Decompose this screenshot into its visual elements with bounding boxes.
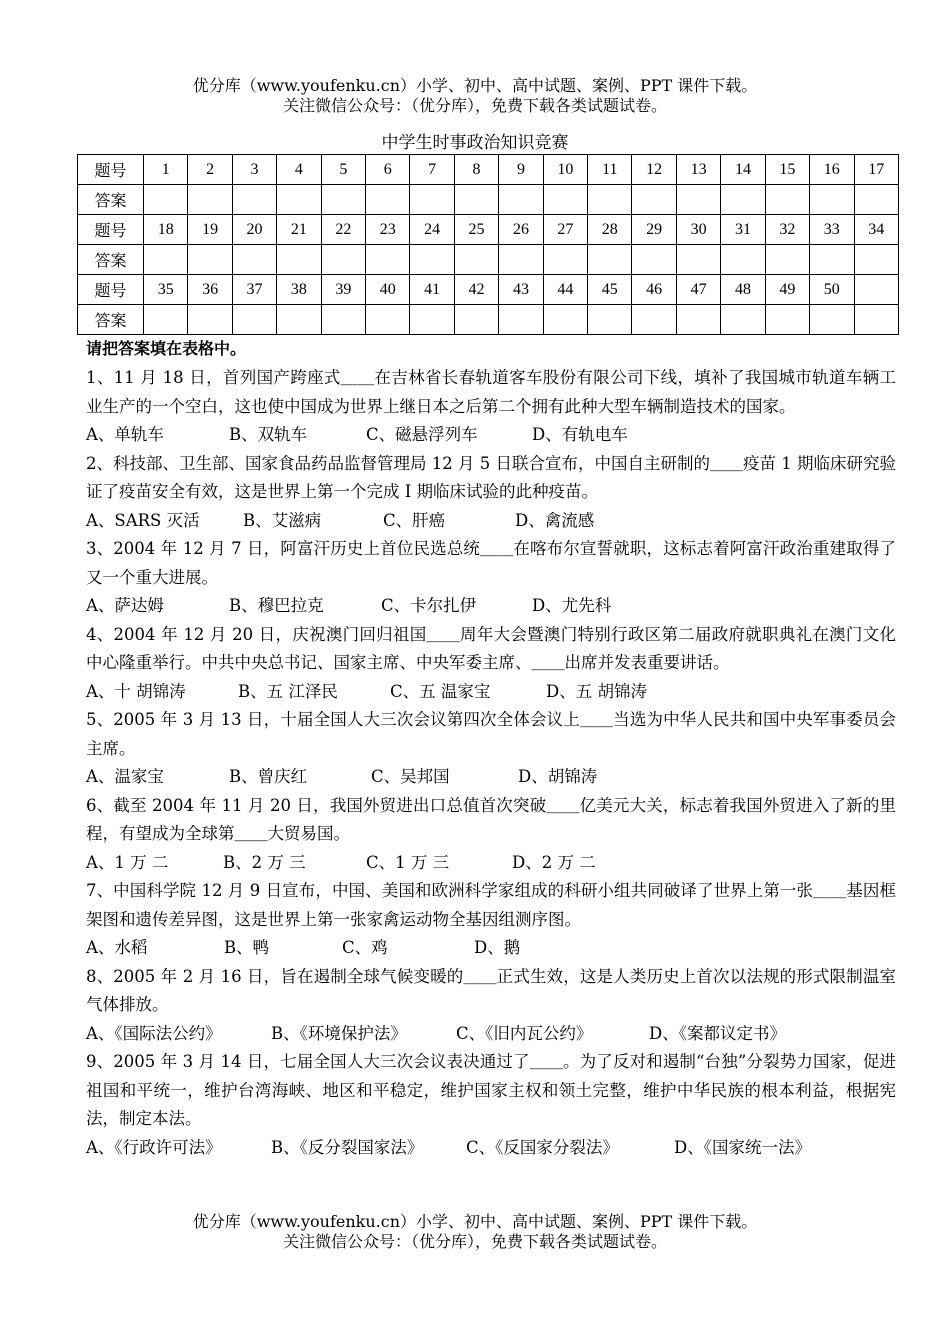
answer-table bbox=[77, 154, 899, 335]
question-number: 16 bbox=[810, 155, 854, 185]
answer-cell[interactable] bbox=[854, 245, 899, 275]
question-number: 24 bbox=[410, 215, 454, 245]
answer-cell[interactable] bbox=[321, 305, 365, 335]
answer-row bbox=[78, 185, 899, 215]
option-a: A、水稻 bbox=[86, 938, 148, 957]
option-b: B、曾庆红 bbox=[229, 767, 308, 786]
answer-cell[interactable] bbox=[454, 245, 498, 275]
page-header bbox=[0, 76, 950, 116]
question-number: 28 bbox=[588, 215, 632, 245]
option-b: B、五 江泽民 bbox=[238, 681, 338, 701]
page-footer bbox=[0, 1212, 950, 1252]
answer-cell[interactable] bbox=[499, 185, 543, 215]
answer-cell[interactable] bbox=[499, 245, 543, 275]
answer-cell[interactable] bbox=[588, 245, 632, 275]
option-d: D、鹅 bbox=[474, 938, 521, 957]
question-number: 6 bbox=[366, 155, 410, 185]
option-b: B、穆巴拉克 bbox=[229, 596, 324, 615]
option-row bbox=[86, 1020, 896, 1049]
question-number: 47 bbox=[676, 275, 720, 305]
question-number: 4 bbox=[277, 155, 321, 185]
question-number: 2 bbox=[188, 155, 232, 185]
option-d: D、尤先科 bbox=[532, 596, 612, 615]
question-number: 22 bbox=[321, 215, 365, 245]
answer-cell[interactable] bbox=[632, 185, 676, 215]
question-item bbox=[86, 450, 896, 536]
question-number: 36 bbox=[188, 275, 232, 305]
instruction: 请把答案填在表格中。 bbox=[86, 339, 247, 358]
option-b: B、2 万 三 bbox=[223, 852, 306, 872]
question-number: 29 bbox=[632, 215, 676, 245]
answer-cell[interactable] bbox=[676, 305, 720, 335]
number-label: 题号 bbox=[78, 215, 144, 245]
question-number: 37 bbox=[232, 275, 276, 305]
answer-cell[interactable] bbox=[144, 245, 188, 275]
number-row bbox=[78, 275, 899, 305]
question-text: 7、中国科学院 12 月 9 日宣布，中国、美国和欧洲科学家组成的科研小组共同破译了世界上第一张＿＿基因框架图和遗传差异图，这是世界上第一张家禽运动物全基因组测序图。 bbox=[86, 881, 896, 929]
question-number: 41 bbox=[410, 275, 454, 305]
answer-cell[interactable] bbox=[454, 185, 498, 215]
question-section bbox=[86, 338, 896, 1162]
answer-cell[interactable] bbox=[810, 185, 854, 215]
question-number: 44 bbox=[543, 275, 587, 305]
answer-cell[interactable] bbox=[632, 305, 676, 335]
question-item bbox=[86, 1048, 896, 1162]
question-number: 42 bbox=[454, 275, 498, 305]
question-item bbox=[86, 963, 896, 1049]
answer-cell[interactable] bbox=[721, 185, 765, 215]
option-c: C、肝癌 bbox=[383, 510, 446, 530]
option-d: D、有轨电车 bbox=[532, 425, 628, 444]
question-number: 9 bbox=[499, 155, 543, 185]
question-text: 6、截至 2004 年 11 月 20 日，我国外贸进出口总值首次突破＿＿亿美元大关，标志着我国外贸进入了新的里程，有望成为全球第＿＿大贸易国。 bbox=[86, 795, 896, 843]
answer-cell[interactable] bbox=[854, 185, 899, 215]
question-number: 31 bbox=[721, 215, 765, 245]
question-number: 17 bbox=[854, 155, 899, 185]
answer-cell[interactable] bbox=[366, 185, 410, 215]
question-number: 40 bbox=[366, 275, 410, 305]
option-a: A、《国际法公约》 bbox=[86, 1023, 222, 1043]
option-row bbox=[86, 421, 896, 450]
answer-cell[interactable] bbox=[765, 185, 809, 215]
answer-cell[interactable] bbox=[321, 185, 365, 215]
question-number: 38 bbox=[277, 275, 321, 305]
answer-cell[interactable] bbox=[721, 245, 765, 275]
option-row bbox=[86, 763, 896, 792]
answer-cell[interactable] bbox=[232, 245, 276, 275]
question-number: 49 bbox=[765, 275, 809, 305]
header-line-1: 优分库（www.youfenku.cn）小学、初中、高中试题、案例、PPT 课件下载。 bbox=[192, 76, 758, 95]
question-number: 39 bbox=[321, 275, 365, 305]
question-number: 30 bbox=[676, 215, 720, 245]
answer-label: 答案 bbox=[78, 185, 144, 215]
option-a: A、萨达姆 bbox=[86, 596, 164, 615]
option-a: A、单轨车 bbox=[86, 425, 164, 444]
answer-cell[interactable] bbox=[188, 245, 232, 275]
option-b: B、《反分裂国家法》 bbox=[271, 1137, 424, 1157]
answer-cell[interactable] bbox=[543, 245, 587, 275]
question-number: 23 bbox=[366, 215, 410, 245]
answer-cell[interactable] bbox=[188, 185, 232, 215]
answer-cell[interactable] bbox=[543, 305, 587, 335]
question-number: 12 bbox=[632, 155, 676, 185]
answer-row bbox=[78, 305, 899, 335]
number-label: 题号 bbox=[78, 275, 144, 305]
question-number: 1 bbox=[144, 155, 188, 185]
question-number: 18 bbox=[144, 215, 188, 245]
option-c: C、《旧内瓦公约》 bbox=[456, 1023, 593, 1043]
question-text: 3、2004 年 12 月 7 日，阿富汗历史上首位民选总统＿＿在喀布尔宣誓就职，这标志着阿富汗政治重建取得了又一个重大进展。 bbox=[86, 539, 896, 587]
question-text: 2、科技部、卫生部、国家食品药品监督管理局 12 月 5 日联合宣布，中国自主研制的＿＿疫苗 1 期临床研究验证了疫苗安全有效，这是世界上第一个完成 I 期临床试验的此种疫苗。 bbox=[86, 453, 896, 501]
option-d: D、《案都议定书》 bbox=[649, 1023, 786, 1043]
answer-cell[interactable] bbox=[144, 185, 188, 215]
question-number: 45 bbox=[588, 275, 632, 305]
answer-cell[interactable] bbox=[410, 305, 454, 335]
option-row bbox=[86, 592, 896, 621]
option-row bbox=[86, 934, 896, 963]
question-item bbox=[86, 706, 896, 792]
answer-cell[interactable] bbox=[810, 305, 854, 335]
option-c: C、鸡 bbox=[342, 938, 388, 957]
question-item bbox=[86, 621, 896, 707]
answer-cell[interactable] bbox=[810, 245, 854, 275]
header-line-2: 关注微信公众号：（优分库），免费下载各类试题试卷。 bbox=[282, 96, 667, 115]
answer-cell[interactable] bbox=[765, 305, 809, 335]
answer-cell[interactable] bbox=[676, 185, 720, 215]
question-text: 9、2005 年 3 月 14 日，七届全国人大三次会议表决通过了＿＿。为了反对和遏制“台独”分裂势力国家，促进祖国和平统一，维护台湾海峡、地区和平稳定，维护国家主权和领土完整，维护中华民族的根本利益，根据宪法，制定本法。 bbox=[86, 1052, 896, 1128]
question-number: 46 bbox=[632, 275, 676, 305]
question-number: 11 bbox=[588, 155, 632, 185]
question-number: 21 bbox=[277, 215, 321, 245]
question-number: 7 bbox=[410, 155, 454, 185]
footer-line-2: 关注微信公众号：（优分库），免费下载各类试题试卷。 bbox=[282, 1232, 667, 1251]
answer-cell[interactable] bbox=[499, 305, 543, 335]
question-number: 50 bbox=[810, 275, 854, 305]
question-item bbox=[86, 364, 896, 450]
question-text: 5、2005 年 3 月 13 日，十届全国人大三次会议第四次全体会议上＿＿当选为中华人民共和国中央军事委员会主席。 bbox=[86, 710, 896, 758]
option-c: C、1 万 三 bbox=[366, 852, 450, 872]
option-b: B、鸭 bbox=[224, 938, 270, 957]
answer-cell[interactable] bbox=[543, 185, 587, 215]
question-number: 34 bbox=[854, 215, 899, 245]
question-item bbox=[86, 877, 896, 963]
option-row bbox=[86, 1134, 896, 1163]
answer-cell[interactable] bbox=[366, 305, 410, 335]
question-number: 14 bbox=[721, 155, 765, 185]
answer-cell[interactable] bbox=[188, 305, 232, 335]
answer-cell[interactable] bbox=[144, 305, 188, 335]
question-number: 8 bbox=[454, 155, 498, 185]
answer-cell[interactable] bbox=[676, 245, 720, 275]
answer-cell[interactable] bbox=[232, 305, 276, 335]
question-number bbox=[854, 275, 899, 305]
answer-label: 答案 bbox=[78, 245, 144, 275]
option-b: B、艾滋病 bbox=[243, 510, 322, 530]
question-number: 27 bbox=[543, 215, 587, 245]
answer-cell[interactable] bbox=[366, 245, 410, 275]
question-number: 20 bbox=[232, 215, 276, 245]
option-c: C、磁悬浮列车 bbox=[366, 425, 478, 444]
answer-cell[interactable] bbox=[321, 245, 365, 275]
question-number: 33 bbox=[810, 215, 854, 245]
question-number: 25 bbox=[454, 215, 498, 245]
option-d: D、《国家统一法》 bbox=[674, 1137, 811, 1157]
answer-cell[interactable] bbox=[854, 305, 899, 335]
number-label: 题号 bbox=[78, 155, 144, 185]
document-title: 中学生时事政治知识竞赛 bbox=[381, 133, 569, 153]
answer-cell[interactable] bbox=[454, 305, 498, 335]
answer-cell[interactable] bbox=[277, 305, 321, 335]
question-number: 5 bbox=[321, 155, 365, 185]
option-d: D、胡锦涛 bbox=[518, 767, 598, 786]
answer-cell[interactable] bbox=[721, 305, 765, 335]
option-d: D、2 万 二 bbox=[512, 852, 596, 872]
option-row bbox=[86, 678, 896, 707]
answer-cell[interactable] bbox=[765, 245, 809, 275]
question-item bbox=[86, 792, 896, 878]
option-a: A、十 胡锦涛 bbox=[86, 681, 186, 701]
question-number: 32 bbox=[765, 215, 809, 245]
answer-cell[interactable] bbox=[588, 185, 632, 215]
option-c: C、吴邦国 bbox=[371, 767, 450, 786]
answer-cell[interactable] bbox=[277, 245, 321, 275]
answer-label: 答案 bbox=[78, 305, 144, 335]
question-number: 35 bbox=[144, 275, 188, 305]
question-number: 3 bbox=[232, 155, 276, 185]
question-number: 48 bbox=[721, 275, 765, 305]
question-text: 4、2004 年 12 月 20 日，庆祝澳门回归祖国＿＿周年大会暨澳门特别行政区第二届政府就职典礼在澳门文化中心隆重举行。中共中央总书记、国家主席、中央军委主席、＿＿出席并发表重要讲话。 bbox=[86, 624, 896, 672]
question-number: 19 bbox=[188, 215, 232, 245]
answer-cell[interactable] bbox=[410, 245, 454, 275]
option-a: A、1 万 二 bbox=[86, 852, 169, 872]
question-number: 43 bbox=[499, 275, 543, 305]
question-text: 8、2005 年 2 月 16 日，旨在遏制全球气候变暖的＿＿正式生效，这是人类历史上首次以法规的形式限制温室气体排放。 bbox=[86, 966, 896, 1014]
option-row bbox=[86, 849, 896, 878]
question-number: 13 bbox=[676, 155, 720, 185]
option-c: C、卡尔扎伊 bbox=[381, 596, 477, 615]
option-c: C、五 温家宝 bbox=[390, 681, 491, 701]
option-b: B、《环境保护法》 bbox=[271, 1023, 407, 1043]
answer-row bbox=[78, 245, 899, 275]
answer-cell[interactable] bbox=[632, 245, 676, 275]
footer-line-1: 优分库（www.youfenku.cn）小学、初中、高中试题、案例、PPT 课件下载。 bbox=[192, 1212, 758, 1231]
option-a: A、《行政许可法》 bbox=[86, 1137, 222, 1157]
option-b: B、双轨车 bbox=[229, 425, 308, 444]
question-number: 26 bbox=[499, 215, 543, 245]
option-a: A、温家宝 bbox=[86, 767, 164, 786]
question-text: 1、11 月 18 日，首列国产跨座式＿＿在吉林省长春轨道客车股份有限公司下线，填补了我国城市轨道车辆工业生产的一个空白，这也使中国成为世界上继日本之后第二个拥有此种大型车辆制造技术的国家。 bbox=[86, 368, 896, 416]
answer-cell[interactable] bbox=[232, 185, 276, 215]
question-item bbox=[86, 535, 896, 621]
option-row bbox=[86, 507, 896, 536]
option-a: A、SARS 灭活 bbox=[86, 510, 200, 530]
question-number: 10 bbox=[543, 155, 587, 185]
answer-cell[interactable] bbox=[410, 185, 454, 215]
number-row bbox=[78, 215, 899, 245]
question-number: 15 bbox=[765, 155, 809, 185]
answer-cell[interactable] bbox=[277, 185, 321, 215]
option-d: D、禽流感 bbox=[515, 510, 595, 530]
number-row bbox=[78, 155, 899, 185]
option-d: D、五 胡锦涛 bbox=[546, 681, 647, 701]
answer-cell[interactable] bbox=[588, 305, 632, 335]
option-c: C、《反国家分裂法》 bbox=[466, 1137, 619, 1157]
